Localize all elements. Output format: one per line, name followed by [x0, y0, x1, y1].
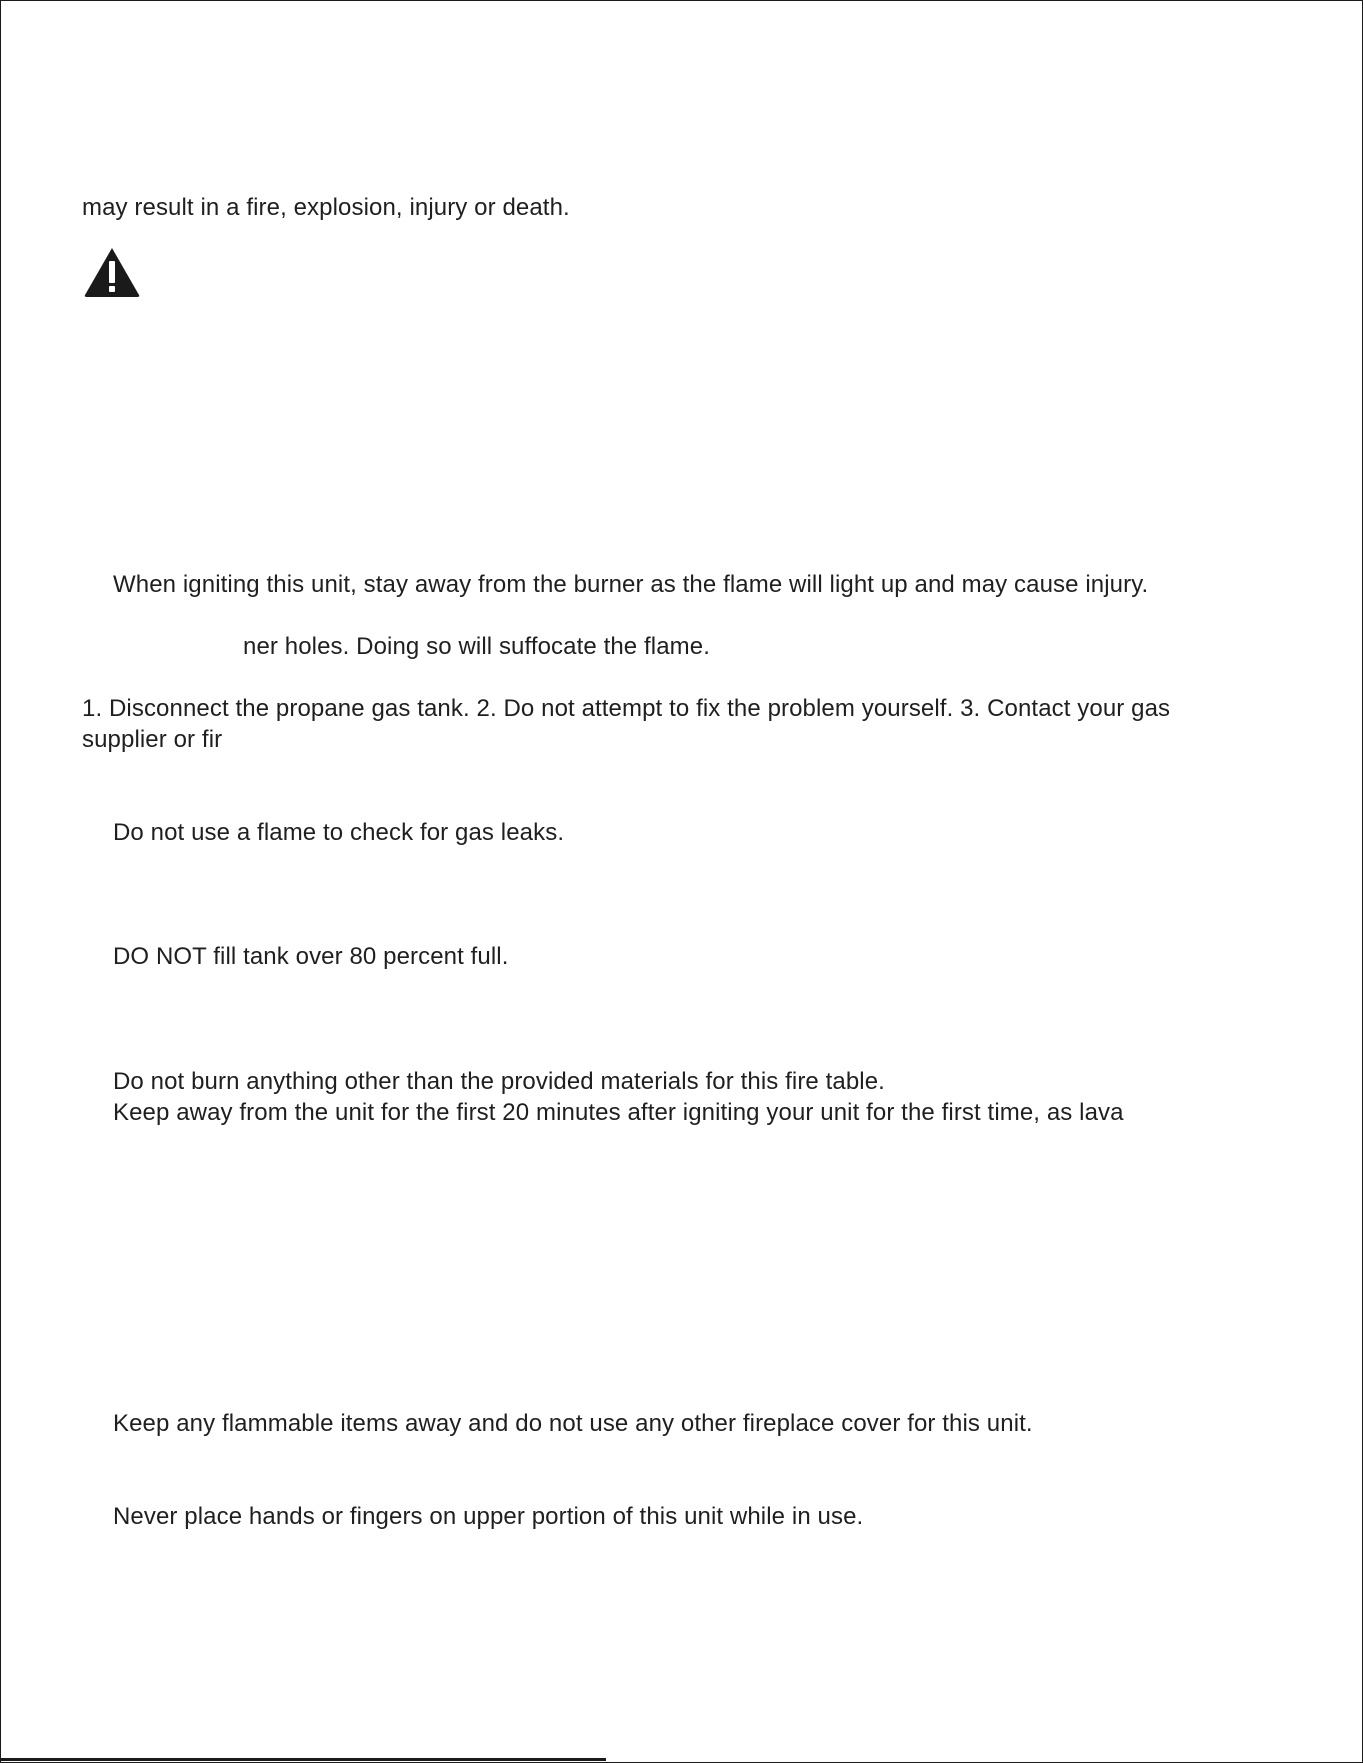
flame-leak-check-warning: Do not use a flame to check for gas leaks. — [113, 819, 565, 846]
first-use-warning: Keep away from the unit for the first 20 minutes after igniting your unit for the first time, as lava — [113, 1099, 1124, 1126]
hands-warning: Never place hands or fingers on upper portion of this unit while in use. — [113, 1503, 864, 1530]
warning-triangle-icon — [83, 246, 141, 298]
burn-materials-warning: Do not burn anything other than the provided materials for this fire table. — [113, 1068, 885, 1095]
bottom-border-rule — [0, 1758, 606, 1761]
gas-leak-steps-text: 1. Disconnect the propane gas tank. 2. Do not attempt to fix the problem yourself. 3. Contact your gas — [82, 695, 1171, 722]
gas-leak-steps-continuation: supplier or fir — [82, 726, 223, 753]
flammable-items-warning: Keep any flammable items away and do not use any other fireplace cover for this unit. — [113, 1410, 1033, 1437]
ignition-warning-text: When igniting this unit, stay away from the burner as the flame will light up and may cause injury. — [113, 571, 1149, 598]
intro-warning-text: may result in a fire, explosion, injury or death. — [82, 194, 570, 221]
tank-fill-warning: DO NOT fill tank over 80 percent full. — [113, 943, 509, 970]
burner-holes-warning-text: ner holes. Doing so will suffocate the flame. — [243, 633, 710, 660]
